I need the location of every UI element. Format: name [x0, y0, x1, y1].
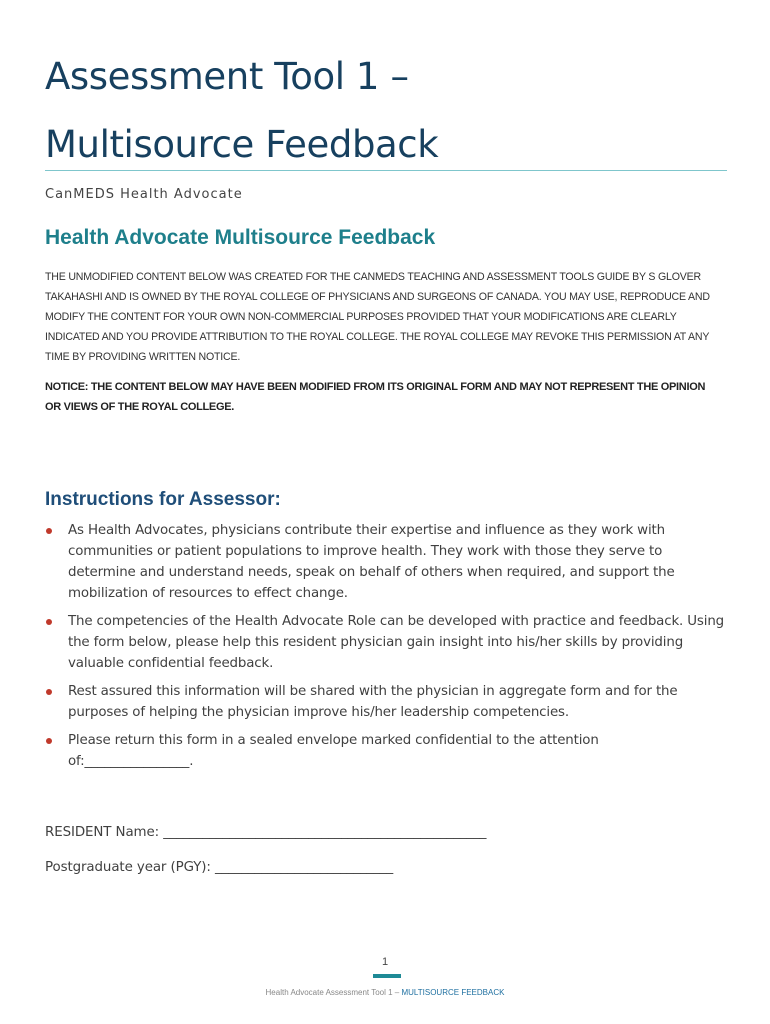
title-line-1: Assessment Tool 1 –	[45, 55, 409, 98]
page-footer	[0, 988, 770, 997]
modification-notice: NOTICE: THE CONTENT BELOW MAY HAVE BEEN MODIFIED FROM ITS ORIGINAL FORM AND MAY NOT REPRESENT THE OPINION OR VIEWS OF THE ROYAL COLLEGE.	[45, 381, 706, 413]
instructions-heading: Instructions for Assessor:	[45, 489, 281, 510]
resident-name-field[interactable]: RESIDENT Name: _________________________________________________	[45, 825, 487, 840]
instruction-item	[45, 611, 727, 674]
title-line-2: Multisource Feedback	[45, 123, 439, 166]
instruction-text: Rest assured this information will be shared with the physician in aggregate form and for the purposes of helping the physician improve his/her leadership competencies.	[68, 684, 678, 720]
instruction-item	[45, 730, 727, 772]
footer-accent-text: MULTISOURCE FEEDBACK	[401, 988, 505, 997]
section-heading: Health Advocate Multisource Feedback	[45, 226, 436, 249]
instruction-text: Please return this form in a sealed envelope marked confidential to the attention of:________________.	[68, 733, 599, 769]
page-number-bar	[373, 974, 401, 978]
instruction-text: As Health Advocates, physicians contribute their expertise and influence as they work with communities or patient populations to improve health. They work with those they serve to determine and understand needs, speak on behalf of others when required, and support the mobilization of resources to effect change.	[68, 523, 675, 601]
document-subtitle: CanMEDS Health Advocate	[45, 187, 243, 202]
bullet-icon	[46, 528, 52, 534]
footer-text: Health Advocate Assessment Tool 1 –	[265, 988, 402, 997]
copyright-notice: THE UNMODIFIED CONTENT BELOW WAS CREATED FOR THE CANMEDS TEACHING AND ASSESSMENT TOOLS GUIDE BY S GLOVER TAKAHASHI AND IS OWNED BY THE ROYAL COLLEGE OF PHYSICIANS AND SURGEONS OF CANADA. YOU MAY USE, REPRODUCE AND MODIFY THE CONTENT FOR YOUR OWN NON-COMMERCIAL PURPOSES PROVIDED THAT YOUR MODIFICATIONS ARE CLEARLY INDICATED AND YOU PROVIDE ATTRIBUTION TO THE ROYAL COLLEGE. THE ROYAL COLLEGE MAY REVOKE THIS PERMISSION AT ANY TIME BY PROVIDING WRITTEN NOTICE.	[45, 271, 710, 363]
pgy-field[interactable]: Postgraduate year (PGY): ___________________________	[45, 860, 394, 875]
instructions-list	[45, 520, 727, 779]
title-divider	[45, 170, 727, 171]
instruction-item	[45, 681, 727, 723]
bullet-icon	[46, 738, 52, 744]
bullet-icon	[46, 689, 52, 695]
instruction-text: The competencies of the Health Advocate Role can be developed with practice and feedback. Using the form below, please help this resident physician gain insight into his/her skills by providing valuable confidential feedback.	[68, 614, 725, 671]
document-title	[45, 43, 727, 179]
page-number: 1	[381, 956, 389, 968]
instruction-item	[45, 520, 727, 604]
bullet-icon	[46, 619, 52, 625]
